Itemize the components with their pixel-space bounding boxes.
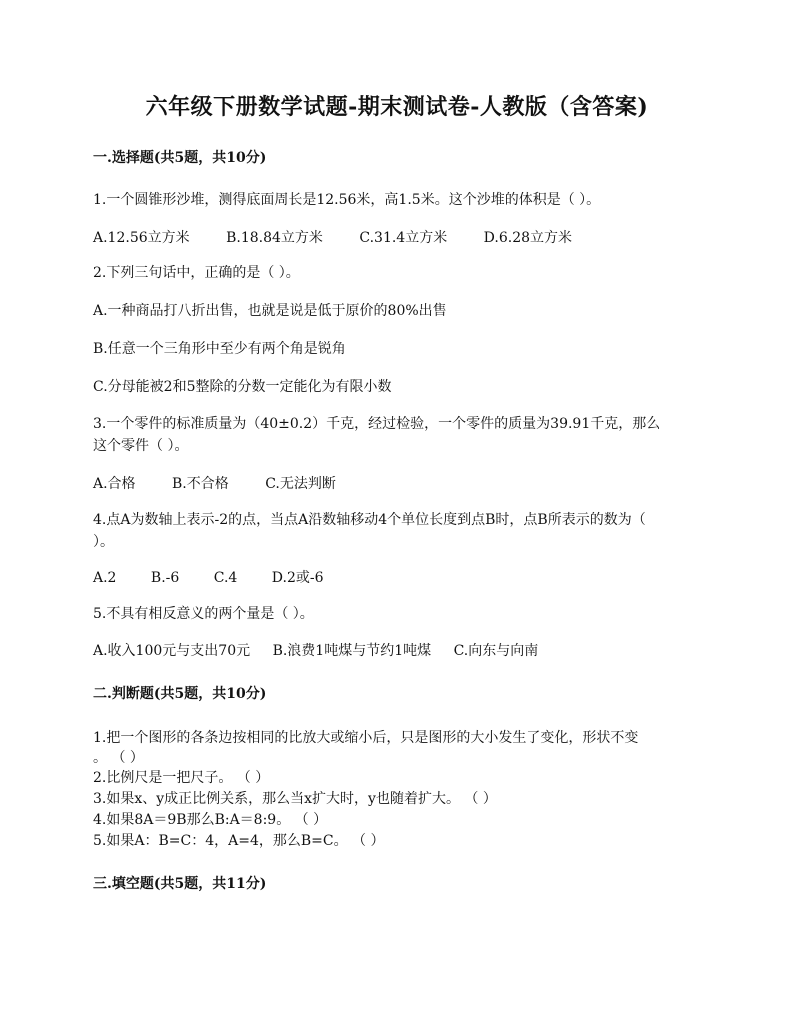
option-b: B.18.84立方米: [226, 230, 323, 246]
option-c: C.分母能被2和5整除的分数一定能化为有限小数: [93, 379, 392, 395]
option-a: A.2: [93, 570, 117, 586]
judge-question-1-line-2: 。 （ ）: [93, 750, 144, 766]
choice-question-5-options: [93, 641, 556, 661]
option-c: C.向东与向南: [453, 643, 539, 659]
choice-question-3-line-1: 3.一个零件的标准质量为（40±0.2）千克，经过检验，一个零件的质量为39.91千克，那么: [93, 416, 661, 432]
option-a: A.收入100元与支出70元: [93, 643, 251, 659]
choice-question-3-line-2: 这个零件（ ）。: [93, 438, 189, 454]
judge-question-1-line-1: 1.把一个图形的各条边按相同的比放大或缩小后，只是图形的大小发生了变化，形状不变: [93, 730, 639, 746]
judge-question-4: 4.如果8A＝9B那么B:A＝8:9。 （ ）: [93, 812, 328, 828]
judge-question-5: 5.如果A：B=C：4，A=4，那么B=C。 （ ）: [93, 833, 385, 849]
choice-question-3-options: [93, 474, 368, 494]
judge-question-3: 3.如果x、y成正比例关系，那么当x扩大时，y也随着扩大。 （ ）: [93, 791, 497, 807]
section-heading-choice: 一.选择题(共5题，共10分): [93, 150, 267, 166]
choice-question-5: 5.不具有相反意义的两个量是（ ）。: [93, 606, 314, 622]
choice-question-4-line-1: 4.点A为数轴上表示-2的点，当点A沿数轴移动4个单位长度到点B时，点B所表示的数为（: [93, 512, 646, 528]
option-d: D.2或-6: [271, 570, 324, 586]
section-heading-judge: 二.判断题(共5题，共10分): [93, 686, 267, 702]
option-a: A.一种商品打八折出售，也就是说是低于原价的80%出售: [93, 303, 447, 319]
choice-question-2: 2.下列三句话中，正确的是（ ）。: [93, 265, 300, 281]
judge-question-2: 2.比例尺是一把尺子。 （ ）: [93, 770, 270, 786]
choice-question-4-line-2: ）。: [93, 534, 114, 550]
option-c: C.31.4立方米: [359, 230, 448, 246]
option-c: C.4: [213, 570, 238, 586]
option-b: B.任意一个三角形中至少有两个角是锐角: [93, 341, 346, 357]
option-b: B.不合格: [172, 476, 229, 492]
section-heading-fill-blank: 三.填空题(共5题，共11分): [93, 876, 267, 892]
option-d: D.6.28立方米: [483, 230, 573, 246]
option-b: B.-6: [150, 570, 180, 586]
choice-question-4-options: [93, 568, 354, 588]
document-title: 六年级下册数学试题-期末测试卷-人教版（含答案): [145, 94, 649, 120]
option-a: A.12.56立方米: [93, 230, 190, 246]
choice-question-1-options: [93, 228, 604, 248]
choice-question-1: 1.一个圆锥形沙堆，测得底面周长是12.56米，高1.5米。这个沙堆的体积是（ ）。: [93, 192, 601, 208]
option-b: B.浪费1吨煤与节约1吨煤: [272, 643, 432, 659]
option-a: A.合格: [93, 476, 136, 492]
option-c: C.无法判断: [265, 476, 336, 492]
